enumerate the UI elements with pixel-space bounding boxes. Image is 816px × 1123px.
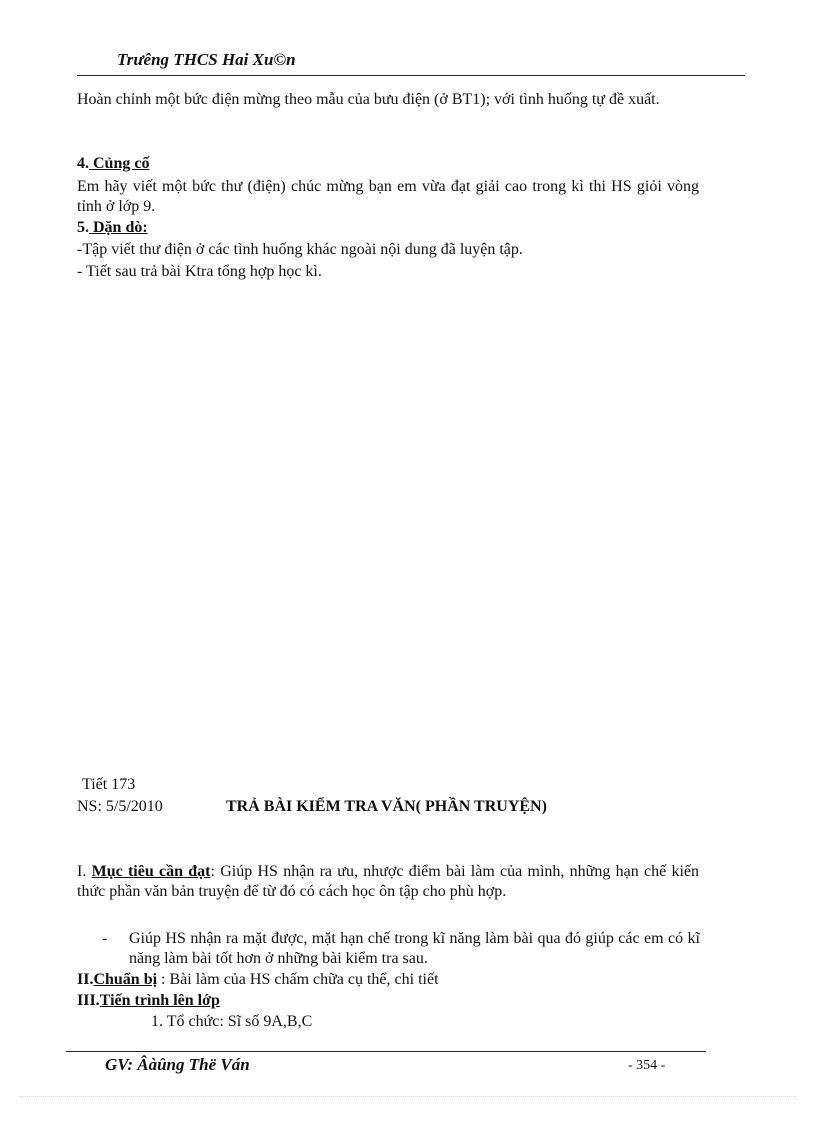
header-school-name: Trưêng THCS Hai Xu©n — [117, 50, 296, 69]
preparation-line — [77, 970, 699, 990]
preparation-prefix: II. — [77, 971, 94, 988]
lesson-date: NS: 5/5/2010 — [77, 798, 163, 815]
section-4-number: 4. — [77, 155, 89, 172]
objectives-heading: Mục tiêu cần đạt — [91, 863, 211, 880]
procedure-heading — [77, 991, 699, 1011]
procedure-title: Tiến trình lên lớp — [99, 992, 220, 1009]
section-5-number: 5. — [77, 219, 89, 236]
preparation-heading: Chuẩn bị — [93, 971, 158, 988]
procedure-prefix: III. — [77, 992, 100, 1009]
objectives-prefix: I. — [77, 863, 92, 880]
preparation-body: : Bài làm của HS chấm chữa cụ thể, chi tiết — [157, 971, 439, 988]
objectives-bullet-text: Giúp HS nhận ra mặt được, mặt hạn chế trong kĩ năng làm bài qua đó giúp các em có kĩ năng làm bài tốt hơn ở những bài kiểm tra sau. — [129, 930, 700, 967]
intro-paragraph: Hoàn chỉnh một bức điện mừng theo mẫu của bưu điện (ở BT1); với tình huống tự đề xuất. — [77, 91, 660, 108]
section-4-body: Em hãy viết một bức thư (điện) chúc mừng bạn em vừa đạt giải cao trong kì thi HS giỏi vòng tỉnh ở lớp 9. — [77, 178, 699, 215]
objectives-body: : Giúp HS nhận ra ưu, nhược điểm bài làm của mình, những hạn chế kiến thức phần văn bản truyện để từ đó có cách học ôn tập cho phù hợp. — [77, 863, 700, 900]
procedure-item-1: 1. Tổ chức: Sĩ số 9A,B,C — [151, 1013, 313, 1030]
bullet-mark: - — [102, 930, 108, 947]
lesson-title: TRẢ BÀI KIỂM TRA VĂN( PHẦN TRUYỆN) — [226, 798, 547, 815]
objectives-paragraph — [77, 862, 699, 902]
section-5-heading — [77, 218, 699, 238]
footer-teacher: GV: Âàûng Thë Ván — [105, 1055, 250, 1074]
section-5-line-1: -Tập viết thư điện ở các tình huống khác ngoài nội dung đã luyện tập. — [77, 241, 523, 258]
lesson-period: Tiết 173 — [82, 776, 136, 793]
footer-page-number: - 354 - — [628, 1058, 666, 1073]
page-bottom-edge — [20, 1096, 796, 1097]
objectives-bullet-item — [102, 929, 700, 969]
header-rule — [77, 75, 745, 76]
footer-rule — [66, 1051, 706, 1052]
section-4-heading — [77, 154, 699, 174]
section-4-title: Củng cố — [89, 155, 150, 172]
section-5-line-2: - Tiết sau trả bài Ktra tổng hợp học kì. — [77, 263, 322, 280]
section-5-title: Dặn dò: — [89, 219, 148, 236]
